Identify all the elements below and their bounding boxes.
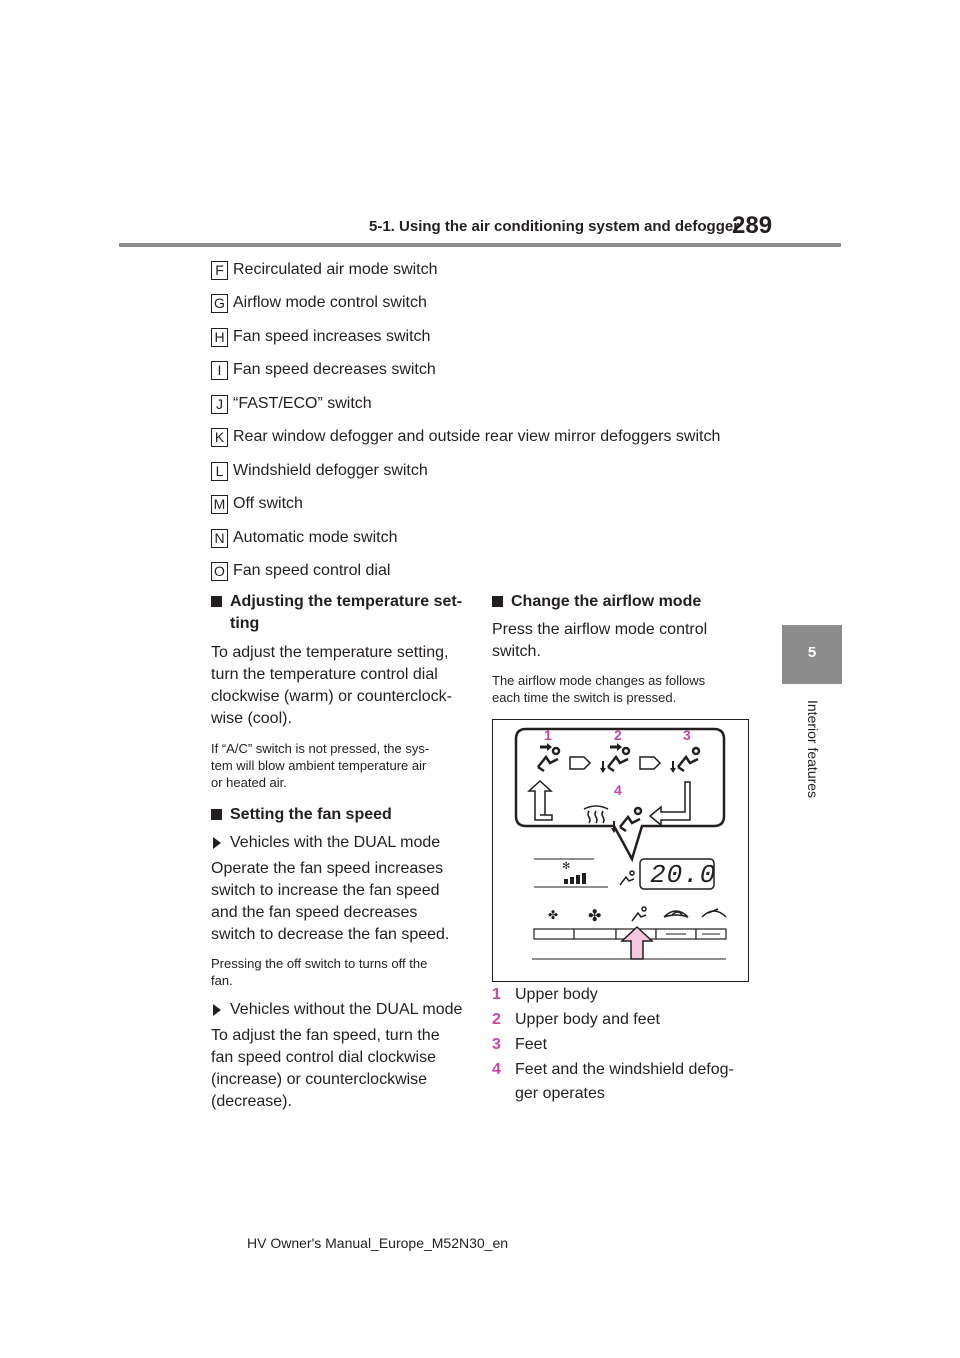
fan-display-icon: ✻ xyxy=(562,861,571,872)
list-item-label: “FAST/ECO” switch xyxy=(233,395,372,412)
mode-number-4: 4 xyxy=(614,782,622,798)
legend-item: 1 Upper body xyxy=(492,986,598,1003)
letter-badge: N xyxy=(211,529,228,548)
list-item-label: Windshield defogger switch xyxy=(233,462,428,479)
list-item-label: Rear window defogger and outside rear view mirror defoggers switch xyxy=(233,428,721,445)
letter-badge: F xyxy=(211,261,228,280)
letter-badge: G xyxy=(211,294,228,313)
airflow-note: The airflow mode changes as follows each time the switch is pressed. xyxy=(492,673,706,705)
list-item xyxy=(211,492,303,516)
fan-decrease-icon: ✤ xyxy=(548,908,559,922)
list-item-label: Recirculated air mode switch xyxy=(233,261,438,278)
letter-badge: L xyxy=(211,462,228,481)
list-item-label: Fan speed increases switch xyxy=(233,328,431,345)
list-item-label: Fan speed decreases switch xyxy=(233,361,436,378)
fan-increase-icon: ✤ xyxy=(588,908,602,925)
mode-number-1: 1 xyxy=(544,727,552,743)
no-dual-mode-body: To adjust the fan speed, turn the fan speed control dial clockwise (increase) or counterclockwise (decrease). xyxy=(211,1027,440,1110)
letter-badge: K xyxy=(211,428,228,447)
list-item xyxy=(211,526,398,550)
list-item-label: Off switch xyxy=(233,495,303,512)
temperature-note: If “A/C” switch is not pressed, the sys- tem will blow ambient temperature air or heated air. xyxy=(211,741,430,790)
airflow-legend xyxy=(492,983,752,1106)
letter-badge: I xyxy=(211,361,228,380)
list-item xyxy=(211,459,428,483)
airflow-heading: Change the airflow mode xyxy=(492,591,752,613)
no-dual-mode-bullet: Vehicles without the DUAL mode xyxy=(211,999,471,1021)
list-item xyxy=(211,325,430,349)
footer-text: HV Owner's Manual_Europe_M52N30_en xyxy=(247,1235,509,1251)
legend-item: 4 Feet and the windshield defog- ger operates xyxy=(492,1061,734,1102)
page-number: 289 xyxy=(732,212,773,239)
list-item xyxy=(211,291,427,315)
chapter-title: Interior features xyxy=(805,700,821,799)
left-column xyxy=(211,591,471,1113)
right-column xyxy=(492,591,752,706)
square-bullet-icon xyxy=(211,596,222,607)
temperature-heading: Adjusting the temperature set- ting xyxy=(211,591,471,635)
letter-badge: M xyxy=(211,495,228,514)
airflow-body: Press the airflow mode control switch. xyxy=(492,621,708,660)
letter-badge: H xyxy=(211,328,228,347)
display-temperature: 20.0 xyxy=(650,860,717,890)
legend-item: 2 Upper body and feet xyxy=(492,1011,660,1028)
list-item-label: Automatic mode switch xyxy=(233,529,398,546)
fan-speed-heading: Setting the fan speed xyxy=(211,804,471,826)
header-rule xyxy=(119,243,841,247)
square-bullet-icon xyxy=(492,596,503,607)
mode-number-2: 2 xyxy=(614,727,622,743)
list-item xyxy=(211,258,438,282)
list-item xyxy=(211,425,720,449)
list-item xyxy=(211,358,436,382)
list-item xyxy=(211,392,372,416)
temperature-body: To adjust the temperature setting, turn the temperature control dial clockwise (warm) or counterclock- wise (cool). xyxy=(211,644,452,727)
letter-badge: O xyxy=(211,562,228,581)
chapter-number: 5 xyxy=(807,644,817,661)
letter-badge: J xyxy=(211,395,228,414)
dual-mode-bullet: Vehicles with the DUAL mode xyxy=(211,832,471,854)
triangle-bullet-icon xyxy=(213,837,221,849)
square-bullet-icon xyxy=(211,809,222,820)
mode-number-3: 3 xyxy=(683,727,691,743)
triangle-bullet-icon xyxy=(213,1004,221,1016)
legend-item: 3 Feet xyxy=(492,1036,548,1053)
section-title: 5-1. Using the air conditioning system and defogger xyxy=(369,218,740,235)
list-item xyxy=(211,559,390,583)
dual-mode-body: Operate the fan speed increases switch to increase the fan speed and the fan speed decreases switch to decrease the fan speed. xyxy=(211,860,450,943)
list-item-label: Fan speed control dial xyxy=(233,562,391,579)
list-item-label: Airflow mode control switch xyxy=(233,294,427,311)
airflow-mode-diagram xyxy=(492,719,749,982)
dual-mode-note: Pressing the off switch to turns off the fan. xyxy=(211,956,428,988)
